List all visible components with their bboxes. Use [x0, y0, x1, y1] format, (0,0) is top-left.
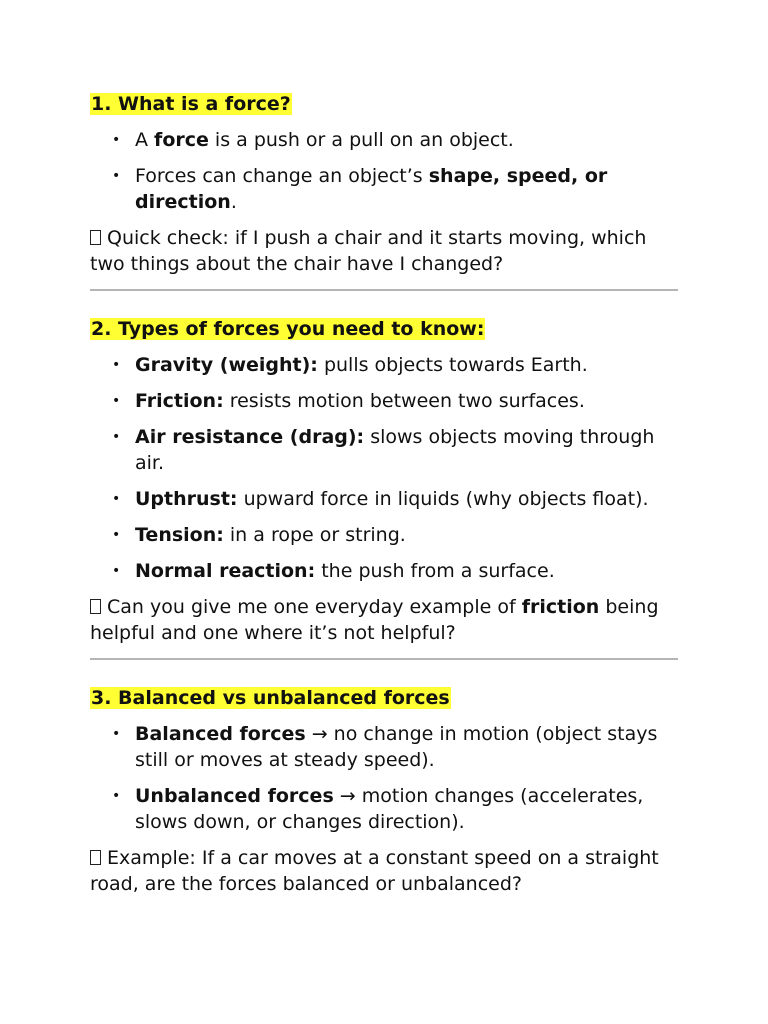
placeholder-glyph-icon: [90, 850, 101, 865]
list-item: [90, 163, 680, 215]
list-item: [90, 352, 680, 378]
bullet-text: Forces can change an object’s: [135, 165, 429, 187]
bullet-bold-text: Tension:: [135, 524, 224, 546]
bullet-icon: •: [112, 491, 121, 507]
bullet-text: in a rope or string.: [223, 524, 406, 546]
section-balanced-vs-unbalanced: [90, 685, 680, 897]
quick-check-paragraph: [90, 225, 680, 277]
quick-check-paragraph: [90, 845, 680, 897]
bullet-text: the push from a surface.: [315, 560, 555, 582]
bullet-bold-text: Balanced forces: [135, 723, 306, 745]
check-bold-text: friction: [521, 596, 600, 618]
bullet-bold-text: Unbalanced forces: [135, 785, 334, 807]
section-heading: [90, 685, 680, 711]
bullet-text: A: [135, 129, 155, 151]
bullet-text: is a push or a pull on an object.: [208, 129, 514, 151]
list-item: [90, 486, 680, 512]
check-text: Can you give me one everyday example of: [107, 596, 522, 618]
document-page: [90, 91, 680, 897]
bullet-list: [90, 721, 680, 835]
list-item: [90, 127, 680, 153]
bullet-text: resists motion between two surfaces.: [223, 390, 585, 412]
section-heading: [90, 91, 680, 117]
list-item: [90, 424, 680, 476]
list-item: [90, 721, 680, 773]
list-item: [90, 783, 680, 835]
section-divider: [90, 289, 678, 291]
bullet-icon: •: [112, 788, 121, 804]
bullet-icon: •: [112, 357, 121, 373]
bullet-text: → motion changes (accelerates, slows down, or changes direction).: [135, 785, 644, 833]
heading-highlight: 1. What is a force?: [91, 93, 291, 115]
bullet-text: slows objects moving through air.: [135, 426, 655, 474]
placeholder-glyph-icon: [90, 230, 101, 245]
bullet-icon: •: [112, 429, 121, 445]
section-heading: [90, 316, 680, 342]
heading-highlight: 3. Balanced vs unbalanced forces: [91, 687, 450, 709]
bullet-text: pulls objects towards Earth.: [317, 354, 588, 376]
heading-highlight: 2. Types of forces you need to know:: [91, 318, 485, 340]
bullet-bold-text: Gravity (weight):: [135, 354, 318, 376]
bullet-bold-text: Air resistance (drag):: [135, 426, 365, 448]
bullet-bold-text: Upthrust:: [135, 488, 238, 510]
list-item: [90, 388, 680, 414]
check-text: Quick check: if I push a chair and it starts moving, which two things about the chair have I changed?: [90, 227, 647, 275]
bullet-bold-text: shape, speed, or direction: [135, 165, 608, 213]
list-item: [90, 558, 680, 584]
bullet-icon: •: [112, 132, 121, 148]
bullet-icon: •: [112, 726, 121, 742]
bullet-icon: •: [112, 563, 121, 579]
check-text: being helpful and one where it’s not helpful?: [90, 596, 659, 644]
bullet-icon: •: [112, 393, 121, 409]
bullet-text: .: [230, 191, 237, 213]
bullet-list: [90, 352, 680, 584]
bullet-text: → no change in motion (object stays still or moves at steady speed).: [135, 723, 658, 771]
section-divider: [90, 658, 678, 660]
list-item: [90, 522, 680, 548]
bullet-text: upward force in liquids (why objects float).: [237, 488, 649, 510]
bullet-bold-text: force: [154, 129, 209, 151]
bullet-icon: •: [112, 168, 121, 184]
bullet-icon: •: [112, 527, 121, 543]
section-types-of-forces: [90, 316, 680, 646]
bullet-bold-text: Friction:: [135, 390, 224, 412]
bullet-bold-text: Normal reaction:: [135, 560, 316, 582]
bullet-list: [90, 127, 680, 215]
placeholder-glyph-icon: [90, 599, 101, 614]
section-what-is-a-force: [90, 91, 680, 277]
quick-check-paragraph: [90, 594, 680, 646]
check-text: Example: If a car moves at a constant speed on a straight road, are the forces balanced or unbalanced?: [90, 847, 659, 895]
